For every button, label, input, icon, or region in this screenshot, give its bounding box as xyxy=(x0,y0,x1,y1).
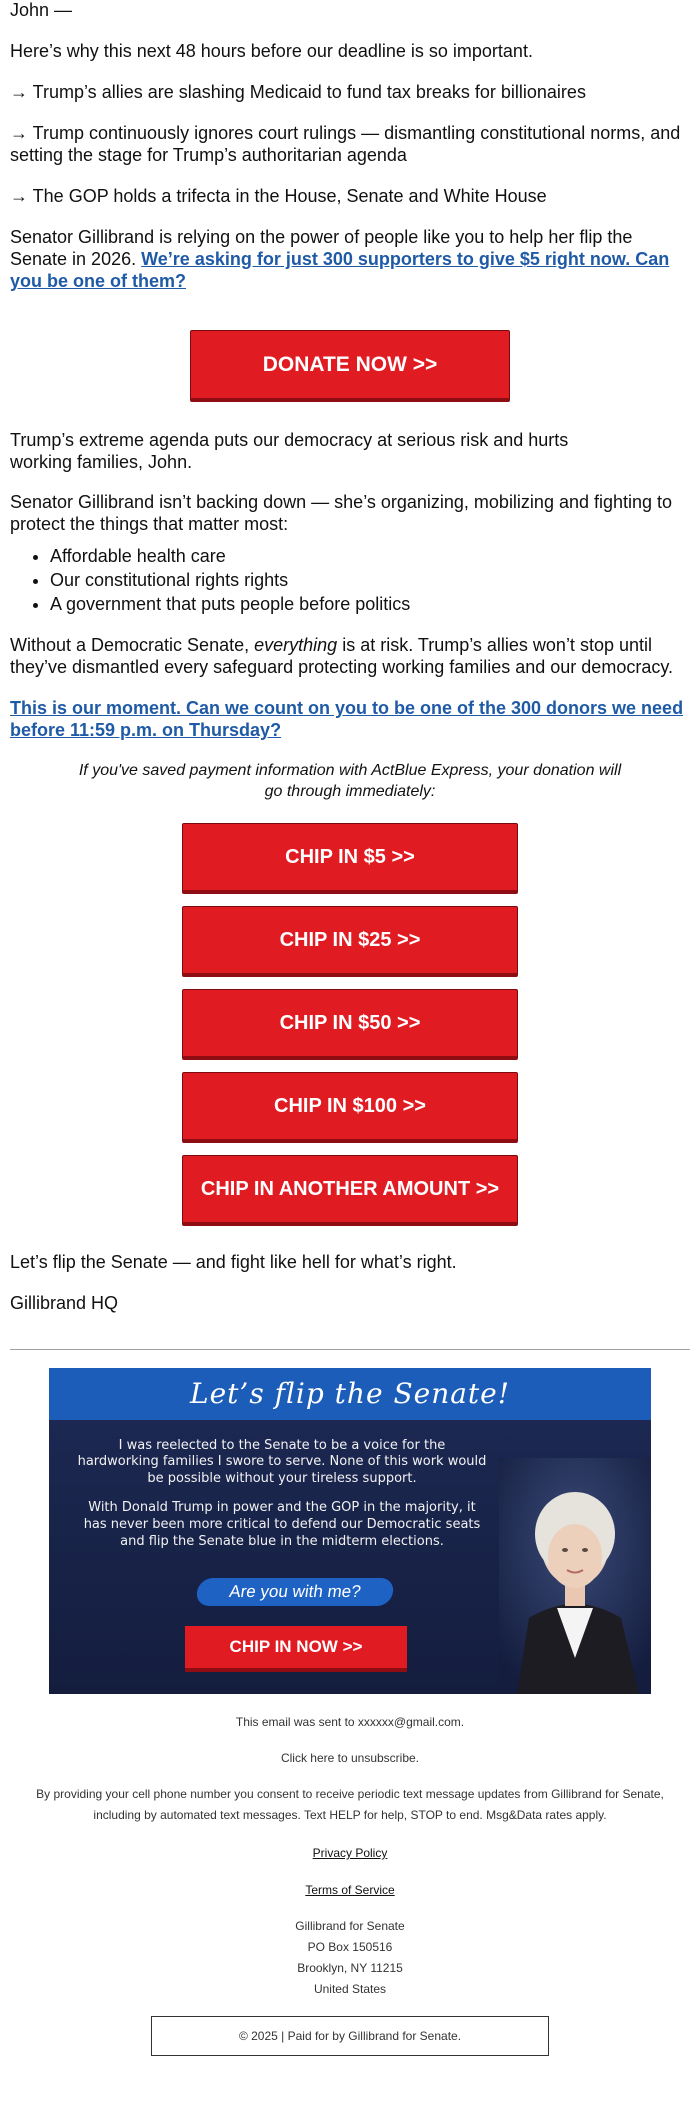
risk-after: is at risk. Trump’s allies won’t stop until they’ve dismantled every safeguard protecting working families and our democracy. xyxy=(10,635,673,678)
chip-in-100-button[interactable]: CHIP IN $100 >> xyxy=(182,1072,518,1143)
risk-emphasis: everything xyxy=(254,635,338,656)
banner-question: Are you with me? xyxy=(195,1578,395,1606)
arrow-point: → The GOP holds a trifecta in the House, Senate and White House xyxy=(10,185,547,206)
appeal-paragraph xyxy=(10,227,690,293)
intro-paragraph: Here’s why this next 48 hours before our deadline is so important. xyxy=(10,40,533,61)
appeal-text: Senator Gillibrand is relying on the power of people like you to help her flip the Senate in 2026. xyxy=(10,226,633,269)
closing-line: Let’s flip the Senate — and fight like hell for what’s right. xyxy=(10,1251,457,1272)
arrow-point: → Trump continuously ignores court rulings — dismantling constitutional norms, and setting the stage for Trump’s authoritarian agenda xyxy=(10,122,681,165)
chip-in-25-button[interactable]: CHIP IN $25 >> xyxy=(182,906,518,977)
chip-in-5-button[interactable]: CHIP IN $5 >> xyxy=(182,823,518,894)
divider xyxy=(10,1349,690,1350)
privacy-policy-link[interactable]: Privacy Policy xyxy=(312,1846,388,1861)
priorities-list xyxy=(10,546,690,616)
campaign-banner-link[interactable] xyxy=(10,1368,690,1694)
campaign-banner xyxy=(49,1368,651,1694)
give-five-link[interactable]: We’re asking for just 300 supporters to give $5 right now. Can you be one of them? xyxy=(10,248,670,291)
risk-paragraph xyxy=(10,635,690,679)
paid-for-disclaimer: © 2025 | Paid for by Gillibrand for Senate. xyxy=(151,2016,549,2056)
donate-now-button[interactable]: DONATE NOW >> xyxy=(190,330,510,402)
moment-link[interactable]: This is our moment. Can we count on you to be one of the 300 donors we need before 11:59 p.m. on Thursday? xyxy=(10,698,684,741)
banner-text xyxy=(77,1438,487,1563)
list-item: • Affordable health care xyxy=(50,546,690,568)
greeting: John — xyxy=(10,0,73,20)
signature: Gillibrand HQ xyxy=(10,1292,119,1313)
chip-buttons xyxy=(10,823,690,1238)
fighting-paragraph: Senator Gillibrand isn’t backing down — she’s organizing, mobilizing and fighting to protect the things that matter most: xyxy=(10,492,673,535)
arrow-point: → Trump’s allies are slashing Medicaid to fund tax breaks for billionaires xyxy=(10,81,586,102)
mailing-address xyxy=(10,1916,690,2000)
chip-in-50-button[interactable]: CHIP IN $50 >> xyxy=(182,989,518,1060)
address-line: Brooklyn, NY 11215 xyxy=(297,1960,403,1975)
agenda-paragraph: Trump’s extreme agenda puts our democracy at serious risk and hurts working families, John. xyxy=(10,429,569,472)
banner-paragraph: With Donald Trump in power and the GOP in the majority, it has never been more critical to defend our Democratic seats and flip the Senate blue in the midterm elections. xyxy=(83,1500,481,1550)
list-item: • A government that puts people before politics xyxy=(50,594,690,616)
address-line: Gillibrand for Senate xyxy=(295,1918,405,1933)
banner-chip-in-button[interactable]: CHIP IN NOW >> xyxy=(185,1626,407,1672)
unsubscribe-link[interactable]: Click here to unsubscribe. xyxy=(280,1750,420,1765)
footer xyxy=(10,1712,690,2057)
address-line: PO Box 150516 xyxy=(307,1939,393,1954)
sent-to-text: This email was sent to xxxxxx@gmail.com. xyxy=(235,1714,465,1729)
senator-portrait-image xyxy=(499,1458,651,1694)
donate-row xyxy=(10,312,690,430)
address-line: United States xyxy=(313,1981,387,1996)
list-item: • Our constitutional rights rights xyxy=(50,570,690,592)
banner-paragraph: I was reelected to the Senate to be a voice for the hardworking families I swore to serve. None of this work would be possible without your tireless support. xyxy=(77,1437,487,1487)
moment-paragraph xyxy=(10,698,690,742)
sms-consent-text: By providing your cell phone number you consent to receive periodic text message updates from Gillibrand for Senate, including by automated text messages. Text HELP for help, STOP to end. Msg&Data rates apply. xyxy=(36,1787,664,1822)
risk-before: Without a Democratic Senate, xyxy=(10,635,250,656)
terms-of-service-link[interactable]: Terms of Service xyxy=(305,1882,395,1897)
banner-headline: Let’s flip the Senate! xyxy=(49,1368,651,1420)
actblue-express-note: If you've saved payment information with ActBlue Express, your donation will go through immediately: xyxy=(78,762,622,800)
chip-in-other-amount-button[interactable]: CHIP IN ANOTHER AMOUNT >> xyxy=(182,1155,518,1226)
